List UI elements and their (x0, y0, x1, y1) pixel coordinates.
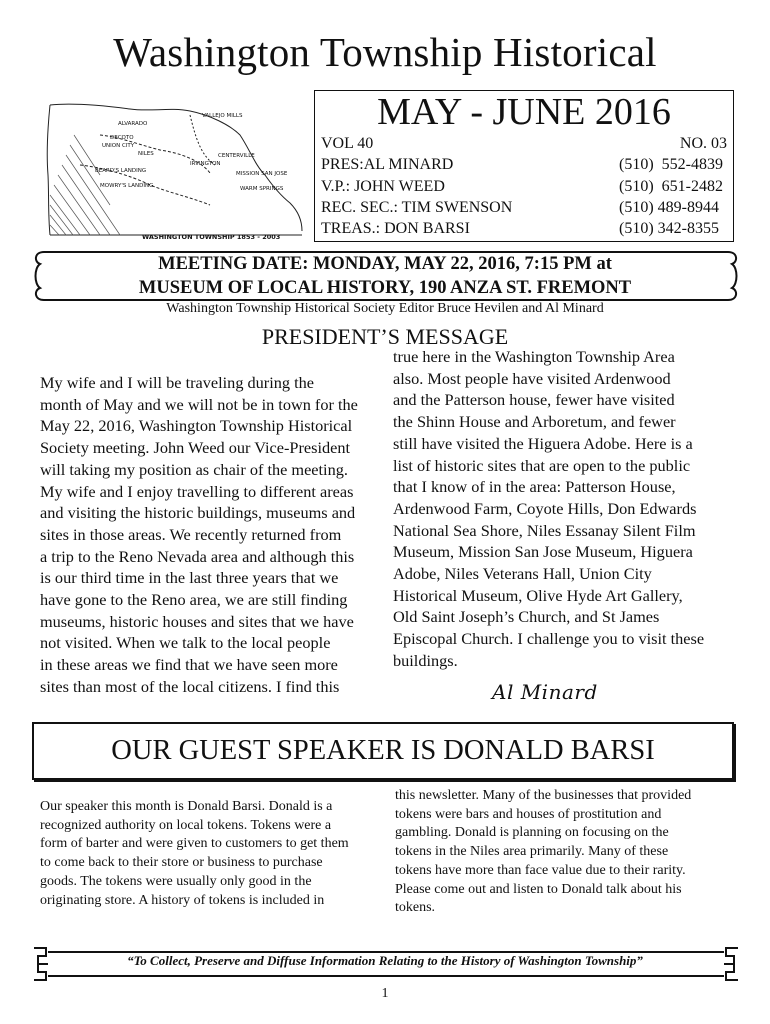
text-line: Ardenwood Farm, Coyote Hills, Don Edwards (393, 498, 697, 518)
meeting-location: MUSEUM OF LOCAL HISTORY, 190 ANZA ST. FREMONT (138, 278, 632, 298)
text-line: a trip to the Reno Nevada area and although this (40, 546, 355, 566)
meeting-announcement (60, 252, 710, 300)
text-line: Society meeting. John Weed our Vice-President (40, 438, 351, 458)
text-line: My wife and I enjoy travelling to different areas (40, 481, 354, 501)
map-place-label: NILES (138, 151, 154, 157)
map-place-label: MOWRY'S LANDING (100, 183, 154, 189)
text-line: recognized authority on local tokens. Tokens were a (40, 817, 332, 833)
map-place-label: ALVARADO (118, 121, 148, 127)
text-line: tokens were bars and houses of prostitution and (395, 806, 662, 822)
officer-row (321, 218, 727, 240)
guest-speaker-heading-box (32, 722, 734, 780)
presidents-message-left-column (40, 372, 358, 698)
text-line: tokens. (395, 900, 436, 916)
text-line: museums, historic houses and sites that we have (40, 611, 354, 631)
text-line: sites than most of the local citizens. I find this (40, 676, 340, 696)
presidents-message-right-column (393, 346, 704, 672)
text-line: goods. The tokens were usually only good in the (40, 873, 312, 889)
text-line: still have visited the Higuera Adobe. Here is a (393, 433, 693, 453)
officer-role: REC. SEC.: TIM SWENSON (321, 199, 513, 216)
officer-role: PRES:AL MINARD (321, 156, 454, 173)
text-line: month of May and we will not be in town for the (40, 394, 358, 414)
text-line: to come back to their store or business to purchase (40, 855, 323, 871)
meeting-date: MEETING DATE: MONDAY, MAY 22, 2016, 7:15 PM at (158, 254, 612, 274)
text-line: is our third time in the last three years that we (40, 568, 339, 588)
text-line: Our speaker this month is Donald Barsi. Donald is a (40, 799, 333, 814)
map-place-label: WARM SPRINGS (240, 186, 284, 192)
text-line: this newsletter. Many of the businesses that provided (395, 788, 692, 803)
newsletter-title: Washington Township Historical (113, 29, 657, 75)
text-line: also. Most people have visited Ardenwood (393, 368, 671, 388)
map-place-label: UNION CITY (102, 143, 135, 149)
guest-speaker-left-column (40, 798, 349, 910)
text-line: Old Saint Joseph’s Church, and St James (393, 607, 660, 627)
map-place-label: DECOTO (110, 135, 134, 141)
text-line: and visiting the historic buildings, museums and (40, 503, 356, 523)
text-line: have gone to the Reno area, we are still finding (40, 590, 348, 610)
guest-speaker-right-column (395, 787, 691, 918)
president-signature: Al Minard (492, 680, 598, 704)
text-line: tokens have more than face value due to their rarity. (395, 862, 686, 878)
text-line: and the Patterson house, fewer have visited (393, 390, 675, 410)
text-line: Museum, Mission San Jose Museum, Higuera (393, 542, 693, 562)
officer-row (321, 197, 727, 219)
map-caption: WASHINGTON TOWNSHIP 1853 - 2003 (142, 233, 281, 241)
map-place-label: BEARD'S LANDING (95, 168, 147, 174)
issue-number: NO. 03 (679, 135, 727, 152)
text-line: tokens in the Niles area primarily. Many of these (395, 844, 669, 860)
text-line: Episcopal Church. I challenge you to visit these (393, 629, 705, 649)
text-line: sites in those areas. We recently returned from (40, 524, 342, 544)
text-line: will taking my position as chair of the meeting. (40, 459, 348, 479)
officer-row (321, 154, 727, 176)
text-line: not visited. When we talk to the local people (40, 633, 331, 653)
presidents-message-heading: PRESIDENT’S MESSAGE (261, 324, 509, 349)
text-line: the Shinn House and Arboretum, and fewer (393, 412, 676, 432)
guest-speaker-heading: OUR GUEST SPEAKER IS DONALD BARSI (111, 735, 655, 766)
page-number: 1 (381, 986, 389, 1001)
text-line: buildings. (393, 650, 458, 670)
text-line: true here in the Washington Township Area (393, 347, 675, 366)
officer-phone: (510) 489-8944 (619, 199, 719, 216)
editors-credit: Washington Township Historical Society Editor Bruce Hevilen and Al Minard (166, 301, 604, 316)
text-line: Historical Museum, Olive Hyde Art Gallery, (393, 585, 683, 605)
text-line: National Sea Shore, Niles Essanay Silent Film (393, 520, 696, 540)
issue-title: MAY - JUNE 2016 (377, 91, 671, 133)
text-line: gambling. Donald is planning on focusing on the (395, 825, 669, 841)
map-place-label: CENTERVILLE (218, 153, 255, 159)
society-motto: “To Collect, Preserve and Diffuse Information Relating to the History of Washington Township” (127, 953, 643, 968)
officer-phone: (510) 651-2482 (619, 178, 723, 195)
volume-row (321, 133, 727, 155)
map-place-label: IRVINGTON (190, 161, 221, 167)
issue-info-box (314, 90, 734, 242)
map-place-label: MISSION SAN JOSE (236, 171, 288, 177)
text-line: originating store. A history of tokens is included in (40, 892, 325, 908)
text-line: form of barter and were given to customers to get them (40, 836, 349, 852)
officer-row (321, 176, 727, 198)
text-line: Adobe, Niles Veterans Hall, Union City (393, 564, 652, 584)
township-map-image (40, 95, 312, 247)
map-place-label: VALLEJO MILLS (202, 113, 243, 119)
text-line: list of historic sites that are open to the public (393, 455, 691, 475)
text-line: May 22, 2016, Washington Township Historical (40, 416, 353, 436)
officer-phone: (510) 342-8355 (619, 220, 719, 237)
officer-role: V.P.: JOHN WEED (321, 178, 445, 195)
volume-label: VOL 40 (321, 135, 374, 152)
text-line: in these areas we find that we have seen more (40, 655, 338, 675)
officer-phone: (510) 552-4839 (619, 156, 723, 173)
text-line: that I know of in the area: Patterson House, (393, 477, 676, 497)
officer-role: TREAS.: DON BARSI (321, 220, 470, 237)
text-line: My wife and I will be traveling during the (40, 373, 314, 392)
text-line: Please come out and listen to Donald talk about his (395, 881, 682, 897)
